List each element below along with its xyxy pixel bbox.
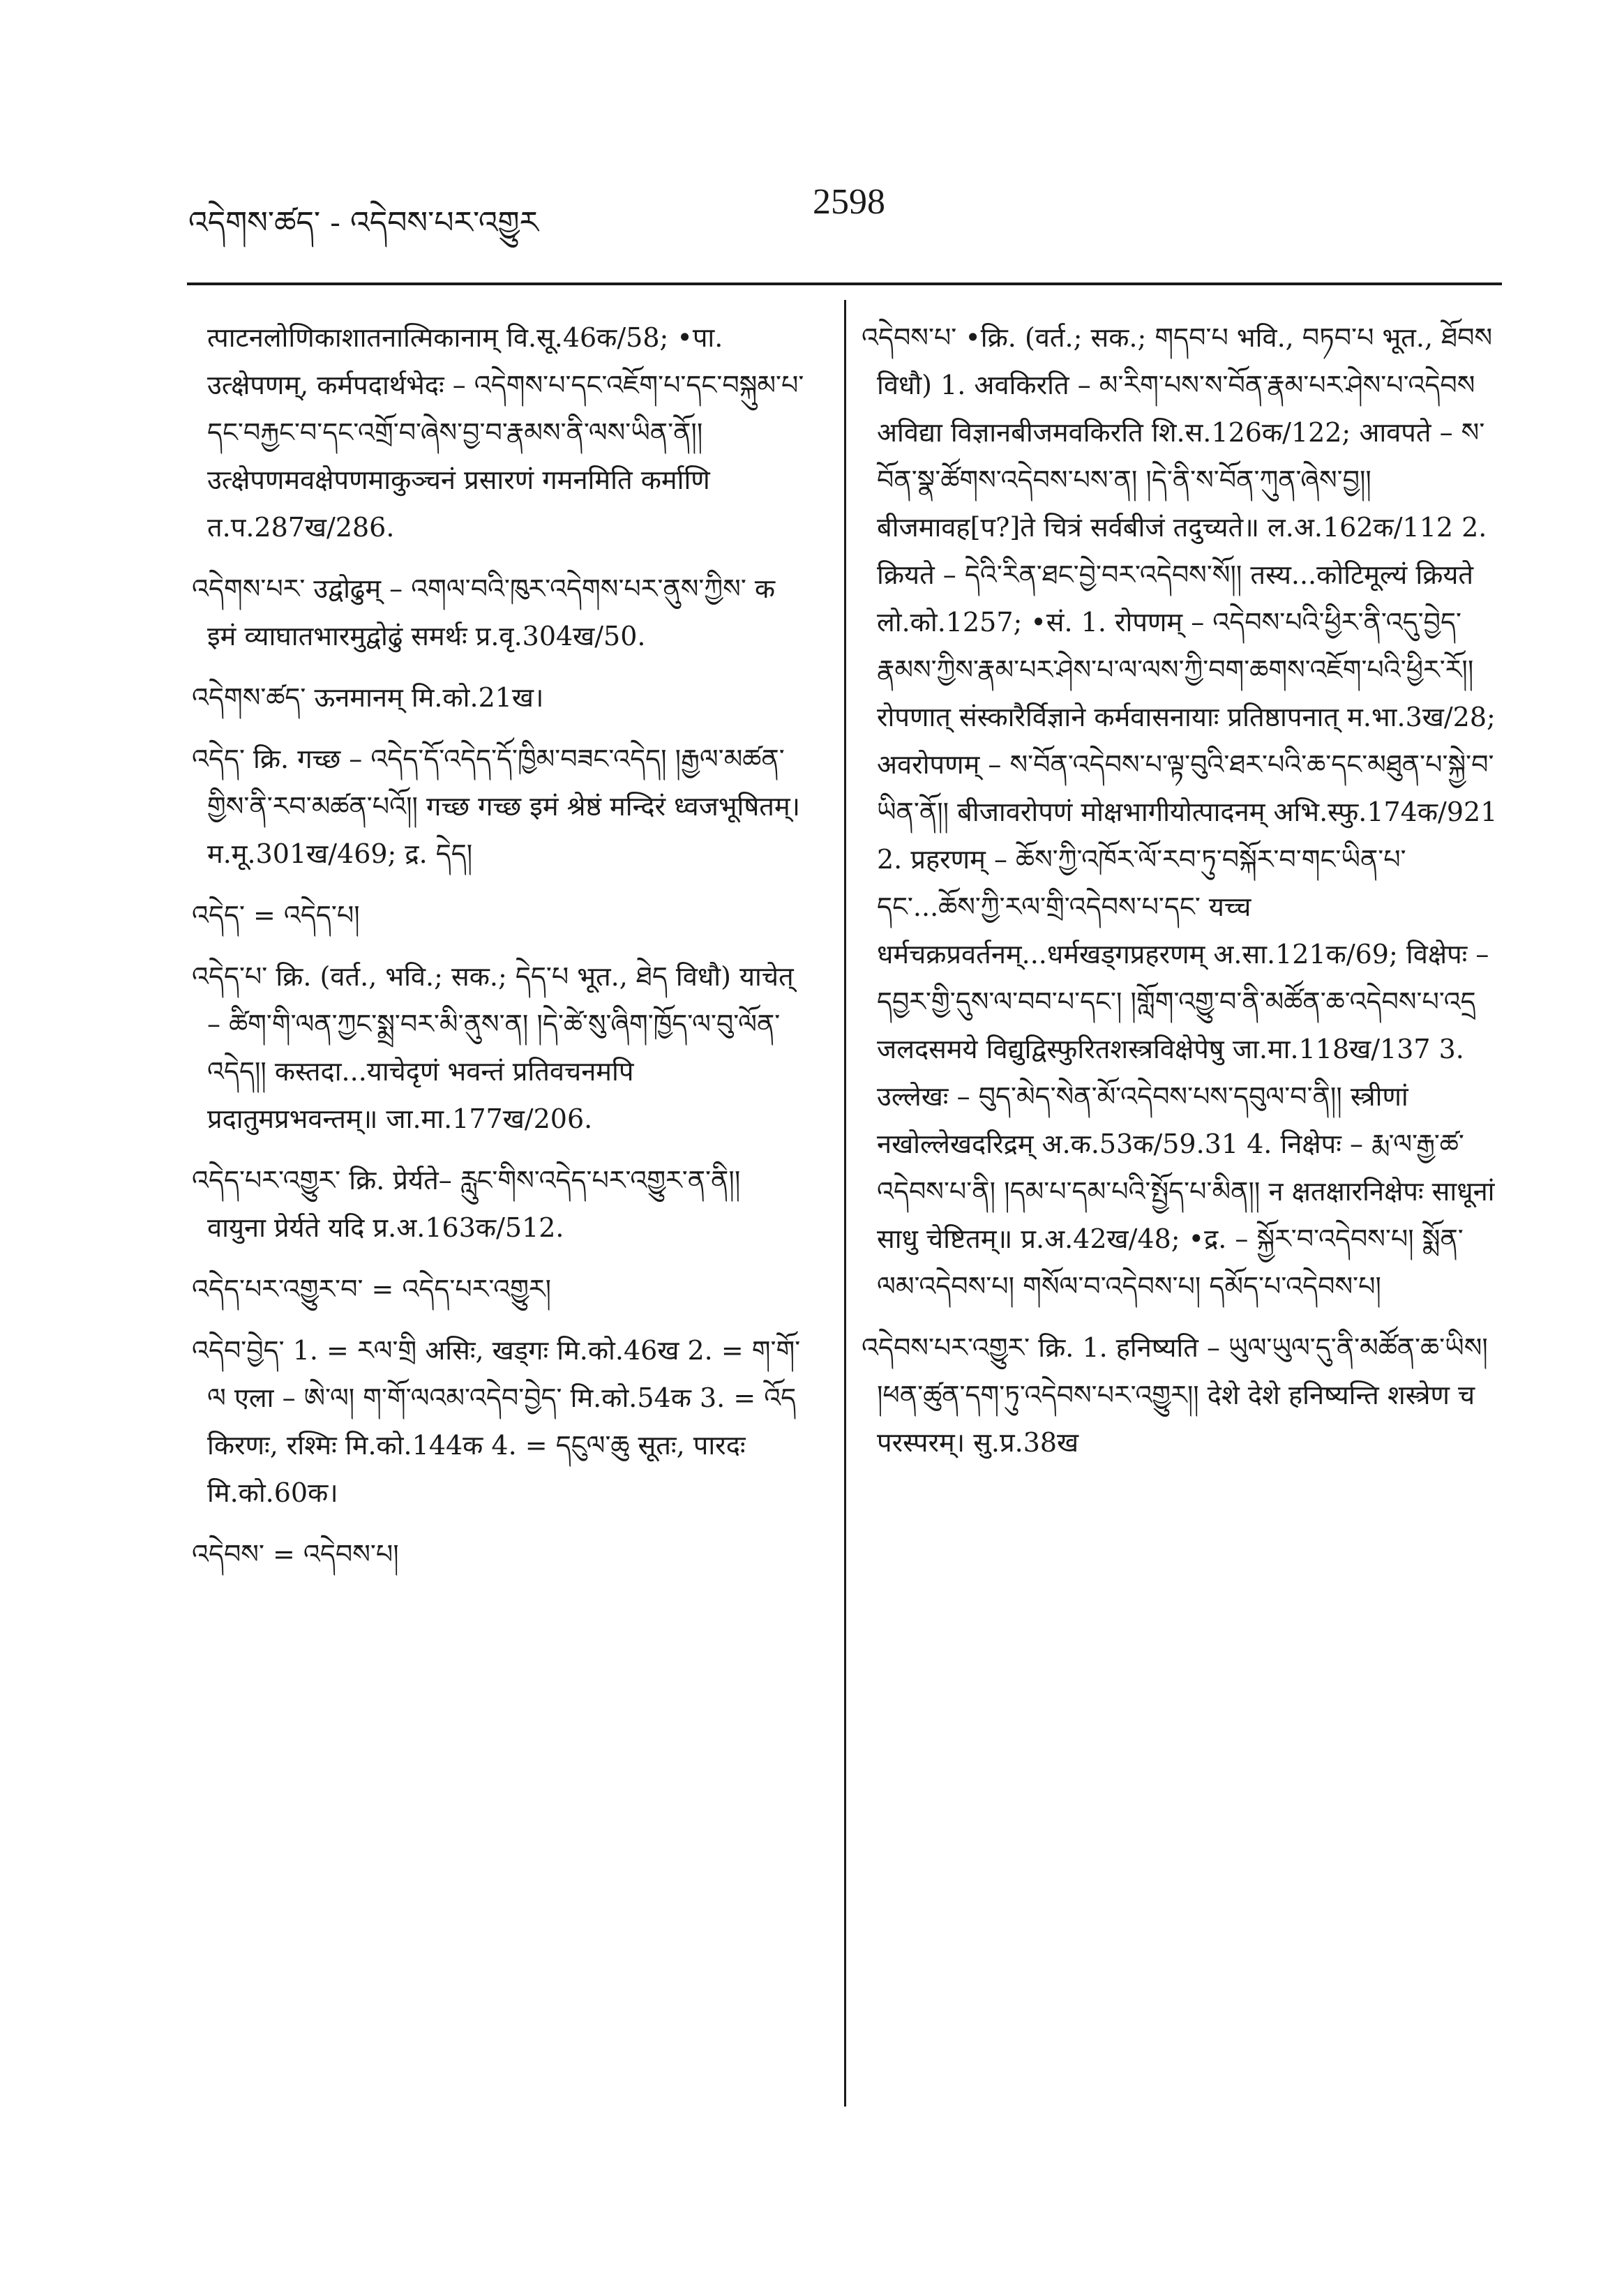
column-divider — [844, 300, 846, 2107]
dictionary-entry: འདེགས་ཚད་ ऊनमानम् मि.को.21ख। — [192, 682, 544, 713]
page-number: 2598 — [813, 182, 885, 222]
right-column — [862, 314, 1500, 1480]
running-head: འདེགས་ཚད་ - འདེབས་པར་འགྱུར — [188, 205, 539, 241]
header-rule — [187, 282, 1502, 285]
dictionary-entry: འདེད་ क्रि. गच्छ – འདེད་དོ་འདེད་དོ་ཁྱིམ་བཟང་འདེད། །རྒྱལ་མཚན་གྱིས་ནི་རབ་མཚན་པའོ།། गच्छ गच्छ इमं श्रेष्ठं मन्दिरं ध्वजभूषितम्। म.मू.301ख/469; द्र. དེད། — [192, 744, 801, 869]
dictionary-entry: त्पाटनलोणिकाशातनात्मिकानाम् वि.सू.46क/58; •पा. उत्क्षेपणम्, कर्मपदार्थभेदः – འདེགས་པ་དང་འཇོག་པ་དང་བསྐུམ་པ་དང་བརྐྱང་བ་དང་འགྲོ་བ་ཞེས་བྱ་བ་རྣམས་ནི་ལས་ཡིན་ནོ།། उत्क्षेपणमवक्षेपणमाकुञ्चनं प्रसारणं गमनमिति कर्माणि त.प.287ख/286. — [207, 322, 804, 543]
dictionary-entry: འདེབས་པ་ •क्रि. (वर्त.; सक.; གདབ་པ भवि., བཏབ་པ भूत., ཐོབས विधौ) 1. अवकिरति – མ་རིག་པས་ས་བོན་རྣམ་པར་ཤེས་པ་འདེབས अविद्या विज्ञानबीजमवकिरति शि.स.126क/122; आवपते – ས་བོན་སྣ་ཚོགས་འདེབས་པས་ན། །དེ་ནི་ས་བོན་ཀུན་ཞེས་བྱ།། बीजमावह[प?]ते चित्रं सर्वबीजं तदुच्यते॥ ल.अ.162क/112 2. क्रियते – དེའི་རིན་ཐང་བྱེ་བར་འདེབས་སོ།། तस्य...कोटिमूल्यं क्रियते लो.को.1257; •सं. 1. रोपणम् – འདེབས་པའི་ཕྱིར་ནི་འདུ་བྱེད་རྣམས་ཀྱིས་རྣམ་པར་ཤེས་པ་ལ་ལས་ཀྱི་བག་ཆགས་འཇོག་པའི་ཕྱིར་རོ།། रोपणात् संस्कारैर्विज्ञाने कर्मवासनायाः प्रतिष्ठापनात् म.भा.3ख/28; अवरोपणम् – ས་བོན་འདེབས་པ་ལྟ་བུའི་ཐར་པའི་ཆ་དང་མཐུན་པ་སྐྱེ་བ་ཡིན་ནོ།། बीजावरोपणं मोक्षभागीयोत्पादनम् अभि.स्फु.174क/921 2. प्रहरणम् – ཆོས་ཀྱི་འཁོར་ལོ་རབ་ཏུ་བསྐོར་བ་གང་ཡིན་པ་དང་...ཆོས་ཀྱི་རལ་གྲི་འདེབས་པ་དང་ यच्च धर्मचक्रप्रवर्तनम्...धर्मखड्गप्रहरणम् अ.सा.121क/69; विक्षेपः – དབྱར་གྱི་དུས་ལ་བབ་པ་དང་། །གློག་འགྱུ་བ་ནི་མཚོན་ཆ་འདེབས་པ་འདྲ जलदसमये विद्युद्विस्फुरितशस्त्रविक्षेपेषु जा.मा.118ख/137 3. उल्लेखः – བུད་མེད་སེན་མོ་འདེབས་པས་དབུལ་བ་ནི།། स्त्रीणां नखोल्लेखदरिद्रम् अ.क.53क/59.31 4. निक्षेपः – རྨ་ལ་རྒྱ་ཚ་འདེབས་པ་ནི། །དམ་པ་དམ་པའི་སྤྱོད་པ་མིན།། न क्षतक्षारनिक्षेपः साधूनां साधु चेष्टितम्॥ प्र.अ.42ख/48; •द्र. – སྐྱོར་བ་འདེབས་པ། སྨོན་ལམ་འདེབས་པ། གསོལ་བ་འདེབས་པ། དམོད་པ་འདེབས་པ། — [862, 322, 1498, 1302]
dictionary-entry: འདེབ་བྱེད་ 1. = རལ་གྲི असिः, खड्गः मि.को.46ख 2. = ག་གོ་ལ एला – ཨེ་ལ། ག་གོ་ལའམ་འདེབ་བྱེད་ मि.को.54क 3. = འོད किरणः, रश्मिः मि.को.144क 4. = དངུལ་ཆུ सूतः, पारदः मि.को.60क। — [192, 1335, 801, 1508]
dictionary-entry: འདེབས་ = འདེབས་པ། — [192, 1539, 399, 1569]
left-column — [192, 314, 806, 1592]
dictionary-entry: འདེད་པ་ क्रि. (वर्त., भवि.; सक.; དེད་པ भूत., ཐེད विधौ) याचेत् – ཚིག་གི་ལན་ཀྱང་སྨྲ་བར་མི་ནུས་ན། །དེ་ཚེ་སུ་ཞིག་ཁྱོད་ལ་བུ་ལོན་འདེད།། कस्तदा...याचेदृणं भवन्तं प्रतिवचनमपि प्रदातुमप्रभवन्तम्॥ जा.मा.177ख/206. — [192, 961, 794, 1134]
dictionary-entry: འདེགས་པར་ उद्वोढुम् – འགལ་བའི་ཁུར་འདེགས་པར་ནུས་ཀྱིས་ क इमं व्याघातभारमुद्वोढुं समर्थः प्र.वृ.304ख/50. — [192, 573, 776, 651]
dictionary-entry: འདེད་ = འདེད་པ། — [192, 900, 360, 930]
dictionary-entry: འདེད་པར་འགྱུར་ क्रि. प्रेर्यते– རླུང་གིས་འདེད་པར་འགྱུར་ན་ནི།། वायुना प्रेर्यते यदि प्र.अ.163क/512. — [192, 1165, 741, 1243]
dictionary-entry: འདེད་པར་འགྱུར་བ་ = འདེད་པར་འགྱུར། — [192, 1274, 552, 1304]
dictionary-entry: འདེབས་པར་འགྱུར་ क्रि. 1. हनिष्यति – ཡུལ་ཡུལ་དུ་ནི་མཚོན་ཆ་ཡིས། །ཕན་ཚུན་དག་ཏུ་འདེབས་པར་འགྱུར།། देशे देशे हनिष्यन्ति शस्त्रेण च परस्परम्। सु.प्र.38ख — [862, 1332, 1488, 1458]
page-header — [188, 181, 1500, 244]
